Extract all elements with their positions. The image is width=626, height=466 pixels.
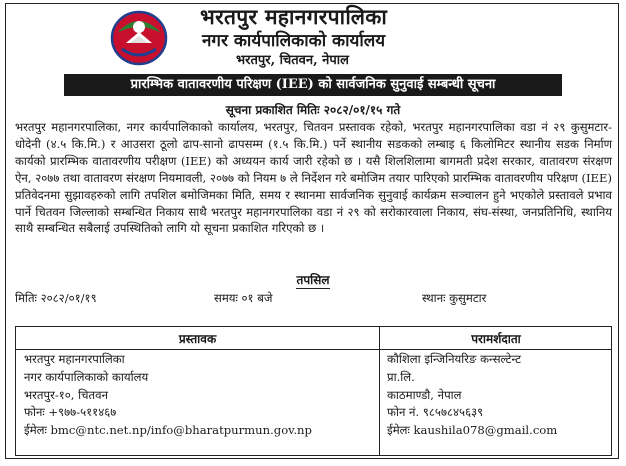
proposer-line: भरतपुर-१०, चितवन	[24, 387, 109, 402]
consultant-email: ईमेलः kaushila078@gmail.com	[387, 423, 558, 438]
proposer-email: ईमेलः bmc@ntc.net.np/info@bharatpurmun.gov.np	[24, 423, 312, 438]
hearing-place: स्थानः कुसुमटार	[422, 291, 487, 305]
org-name: भरतपुर महानगरपालिका	[200, 4, 388, 29]
hearing-time: समयः ०१ बजे	[214, 291, 273, 305]
notice-title-banner: प्रारम्भिक वातावरणीय परिक्षण (IEE) को सार्वजनिक सुनुवाई सम्बन्धी सूचना	[64, 74, 562, 96]
details-heading	[0, 271, 626, 288]
proposer-line: नगर कार्यपालिकाको कार्यालय	[24, 369, 149, 384]
proposer-column-header: प्रस्तावक	[178, 332, 217, 346]
office-name: नगर कार्यपालिकाको कार्यालय	[202, 31, 386, 51]
published-date: सूचना प्रकाशित मितिः २०८२/०१/१५ गते	[225, 103, 401, 117]
consultant-line: काठमाण्डौ, नेपाल	[387, 387, 462, 402]
contact-table	[15, 326, 612, 456]
consultant-line: प्रा.लि.	[387, 369, 415, 384]
details-heading-label: तपसिल	[296, 273, 330, 287]
hearing-date: मितिः २०८२/०१/१९	[15, 291, 97, 305]
consultant-column-header: परामर्शदाता	[471, 332, 521, 346]
consultant-phone: फोन नं. ९८५७८४५६३९	[387, 405, 484, 420]
nepal-government-emblem-icon	[108, 5, 170, 67]
consultant-line: कौशिला इन्जिनियरिङ कन्सल्टेन्ट	[387, 352, 521, 366]
proposer-details	[24, 351, 374, 440]
proposer-line: भरतपुर महानगरपालिका	[24, 352, 125, 366]
consultant-details	[387, 351, 609, 440]
notice-body: भरतपुर महानगरपालिका, नगर कार्यपालिकाको कार्यालय, भरतपुर, चितवन प्रस्तावक रहेको, भरतपुर महानगरपालिका वडा नं २९ कुसुमटार-धोदेनी (४.५ कि.मि.) र आउसरा ठूलो ढाप-सानो ढापसम्म (१.५ कि.मि.) पर्ने स्थानीय सडकको लम्बाइ ६ किलोमिटर स्थानीय सडक निर्माण कार्यको प्रारम्भिक वातावरणीय परीक्षण (IEE) को अध्ययन कार्य जारी रहेको छ । यसै शिलशिलामा बागमती प्रदेश सरकार, वातावरण संरक्षण ऐन, २०७७ तथा वातावरण संरक्षण नियमावली, २०७७ को नियम ७ ले निर्देशन गरे बमोजिम तयार पारिएको प्रारम्भिक वातावरणीय परिक्षण (IEE) प्रतिवेदनमा सुझावहरुको लागि तपशिल बमोजिमका मिति, समय र स्थानमा सार्वजनिक सुनुवाई कार्यक्रम सञ्चालन हुने भएकोले प्रस्तावले प्रभाव पार्ने चितवन जिल्लाको सम्बन्धित निकाय साथै भरतपुर महानगरपालिका वडा नं २९ को सरोकारवाला निकाय, संघ-संस्था, जनप्रतिनिधि, स्थानिय साथै सम्बन्धित सबैलाई उपस्थितिको लागि यो सूचना प्रकाशित गरिएको छ ।	[15, 120, 612, 236]
proposer-phone: फोनः +९७७-५११४६७	[24, 405, 117, 420]
office-address: भरतपुर, चितवन, नेपाल	[236, 53, 349, 68]
notice-header	[0, 0, 626, 72]
table-header-divider	[16, 349, 611, 350]
